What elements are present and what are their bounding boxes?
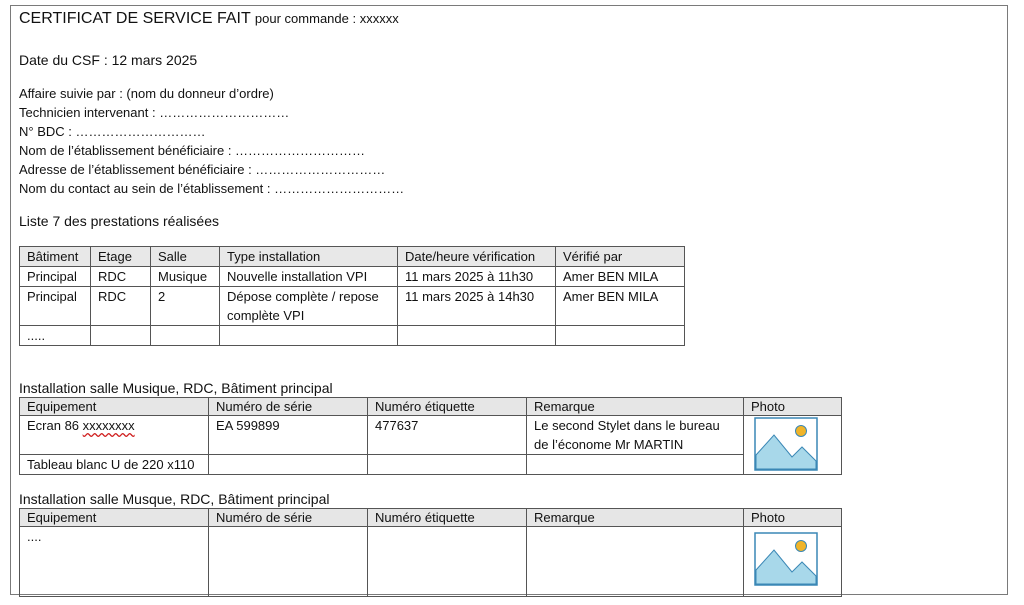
- cell: 11 mars 2025 à 11h30: [398, 267, 556, 287]
- cell: .....: [20, 326, 91, 346]
- installation-2-title: Installation salle Musque, RDC, Bâtiment principal: [19, 491, 330, 507]
- installation-2-table: [19, 508, 842, 597]
- cell: [220, 326, 398, 346]
- cell: RDC: [91, 267, 151, 287]
- equipement-text: Ecran 86 xxxxxxxx: [27, 418, 135, 433]
- table-row: [20, 527, 842, 597]
- csf-date: Date du CSF : 12 mars 2025: [19, 52, 198, 68]
- table-row: [20, 455, 842, 475]
- col-remarque: Remarque: [527, 398, 744, 416]
- col-verifie: Vérifié par: [556, 247, 685, 267]
- cell-etiquette: 477637: [368, 416, 527, 455]
- cell: Amer BEN MILA: [556, 287, 685, 326]
- cell-serie: [209, 455, 368, 475]
- cell: 11 mars 2025 à 14h30: [398, 287, 556, 326]
- cell: Principal: [20, 287, 91, 326]
- col-type: Type installation: [220, 247, 398, 267]
- info-line-affaire: Affaire suivie par : (nom du donneur d’ordre): [19, 86, 274, 101]
- info-line-etablissement: Nom de l’établissement bénéficiaire : …………………………: [19, 143, 366, 158]
- table-row: [20, 287, 685, 326]
- col-serie: Numéro de série: [209, 509, 368, 527]
- col-photo: Photo: [744, 398, 842, 416]
- cell-etiquette: [368, 527, 527, 597]
- cell-etiquette: [368, 455, 527, 475]
- col-date: Date/heure vérification: [398, 247, 556, 267]
- table-row: [20, 267, 685, 287]
- info-line-technicien: Technicien intervenant : …………………………: [19, 105, 290, 120]
- list-title: Liste 7 des prestations réalisées: [19, 213, 219, 229]
- title-text: CERTIFICAT DE SERVICE FAIT: [19, 10, 251, 27]
- image-placeholder-icon[interactable]: [754, 417, 818, 471]
- cell-remarque: Le second Stylet dans le bureau de l’économe Mr MARTIN: [527, 416, 744, 455]
- table-row: [20, 326, 685, 346]
- title-subtitle: pour commande : xxxxxx: [254, 11, 399, 26]
- installation-1-table: [19, 397, 842, 475]
- cell-equipement: ....: [20, 527, 209, 597]
- cell: [91, 326, 151, 346]
- cell: 2: [151, 287, 220, 326]
- cell-photo: [744, 527, 842, 597]
- info-line-adresse: Adresse de l’établissement bénéficiaire : …………………………: [19, 162, 386, 177]
- cell: Dépose complète / repose complète VPI: [220, 287, 398, 326]
- installation-1-title: Installation salle Musique, RDC, Bâtiment principal: [19, 380, 333, 396]
- cell: RDC: [91, 287, 151, 326]
- cell: Nouvelle installation VPI: [220, 267, 398, 287]
- cell-remarque: [527, 455, 744, 475]
- table-header-row: [20, 398, 842, 416]
- cell-photo: [744, 416, 842, 475]
- col-remarque: Remarque: [527, 509, 744, 527]
- info-line-bdc: N° BDC : …………………………: [19, 124, 206, 139]
- col-equipement: Equipement: [20, 509, 209, 527]
- cell-serie: [209, 527, 368, 597]
- cell: [556, 326, 685, 346]
- document-title: [19, 10, 399, 28]
- prestations-table: [19, 246, 685, 346]
- info-block: [19, 84, 404, 198]
- col-etage: Etage: [91, 247, 151, 267]
- col-serie: Numéro de série: [209, 398, 368, 416]
- col-etiquette: Numéro étiquette: [368, 398, 527, 416]
- col-equipement: Equipement: [20, 398, 209, 416]
- cell: Musique: [151, 267, 220, 287]
- cell: Principal: [20, 267, 91, 287]
- info-line-contact: Nom du contact au sein de l’établissement : …………………………: [19, 181, 405, 196]
- table-row: [20, 416, 842, 455]
- col-batiment: Bâtiment: [20, 247, 91, 267]
- image-placeholder-icon[interactable]: [754, 532, 818, 586]
- table-header-row: [20, 509, 842, 527]
- cell-equipement: [20, 416, 209, 455]
- col-etiquette: Numéro étiquette: [368, 509, 527, 527]
- cell: [151, 326, 220, 346]
- cell-serie: EA 599899: [209, 416, 368, 455]
- spellcheck-underline: xxxxxxxx: [82, 418, 135, 433]
- col-photo: Photo: [744, 509, 842, 527]
- cell: Amer BEN MILA: [556, 267, 685, 287]
- cell-remarque: [527, 527, 744, 597]
- table-header-row: [20, 247, 685, 267]
- col-salle: Salle: [151, 247, 220, 267]
- cell: [398, 326, 556, 346]
- cell-equipement: Tableau blanc U de 220 x110: [20, 455, 209, 475]
